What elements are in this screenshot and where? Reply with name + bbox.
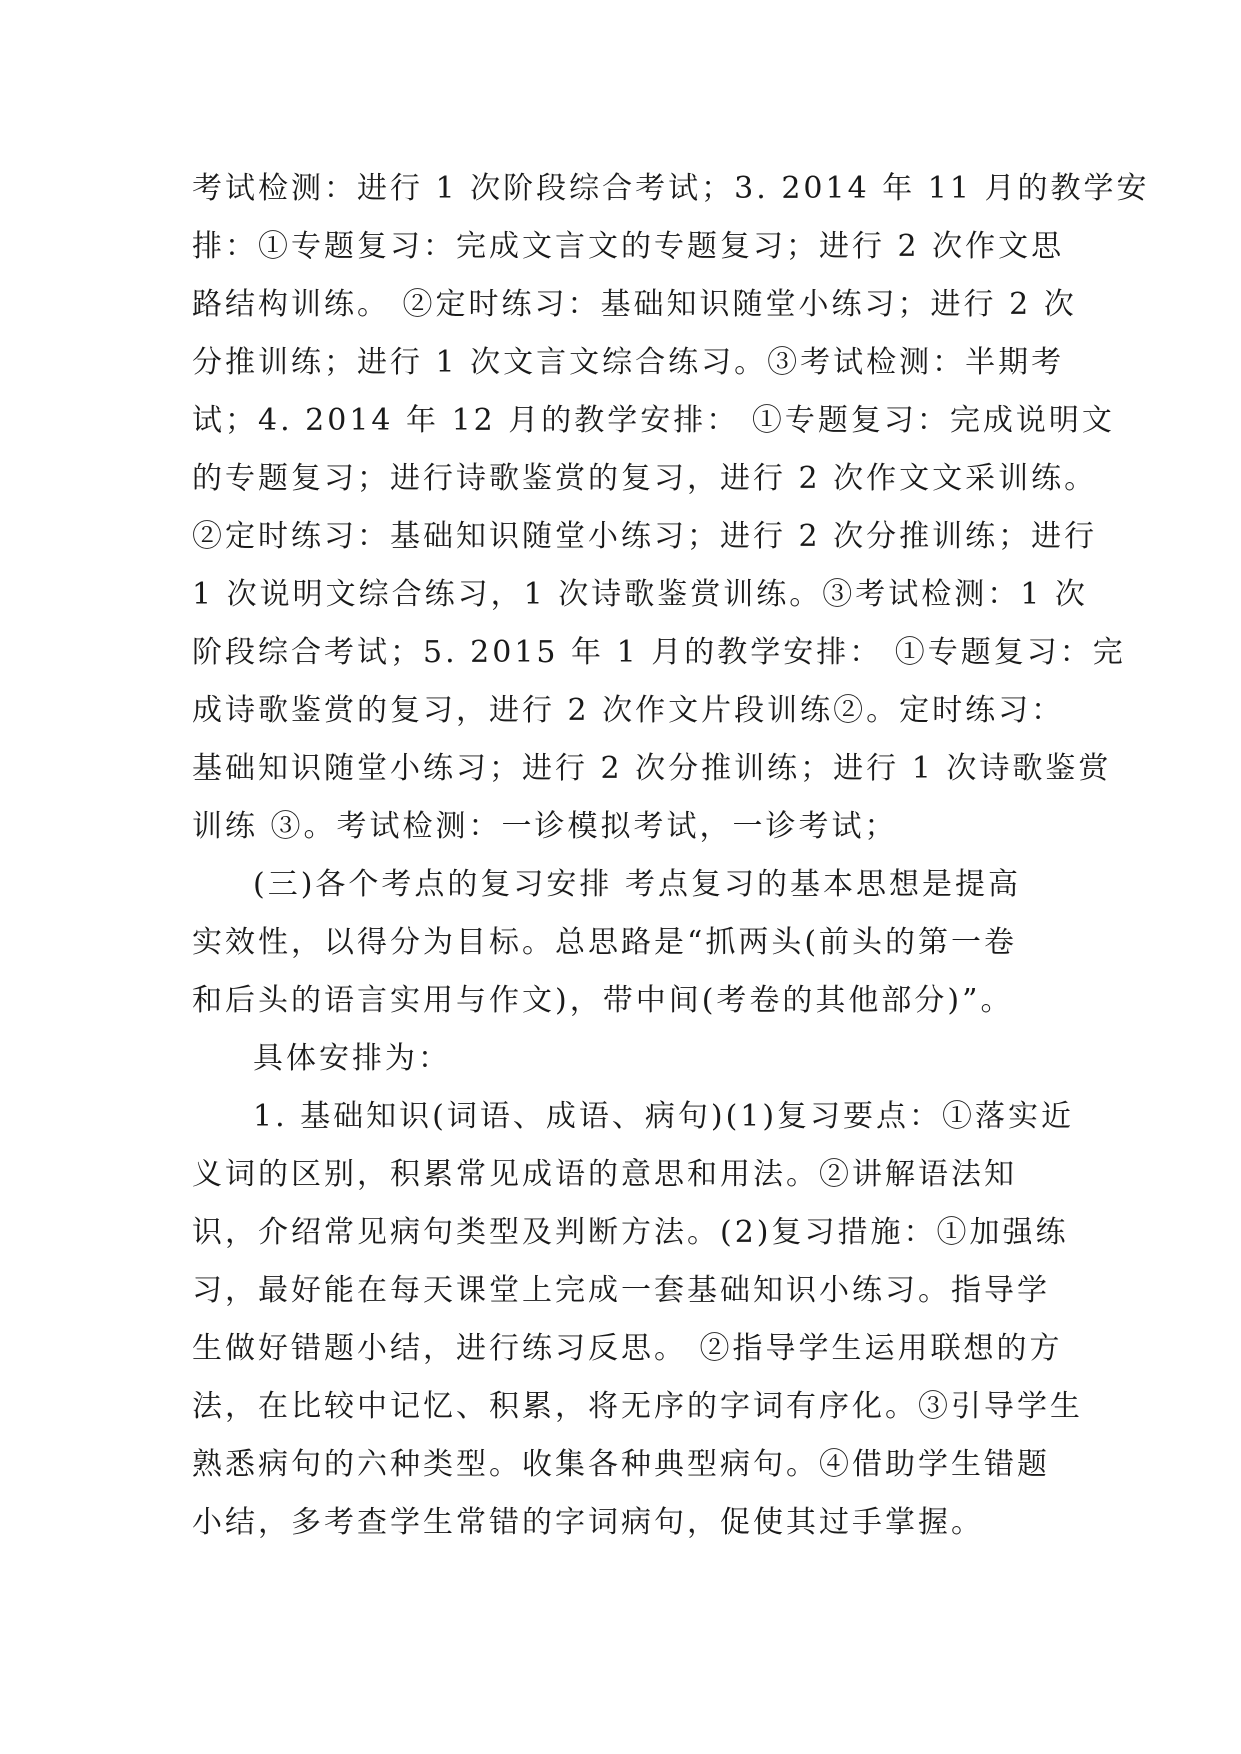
text-line: 义词的区别，积累常见成语的意思和用法。②讲解语法知	[192, 1157, 1017, 1192]
text-line: 排：①专题复习：完成文言文的专题复习；进行 2 次作文思	[192, 229, 1065, 264]
text-line: 法，在比较中记忆、积累，将无序的字词有序化。③引导学生	[192, 1389, 1083, 1424]
text-line: 实效性，以得分为目标。总思路是“抓两头(前头的第一卷	[192, 925, 1018, 960]
text-line: 熟悉病句的六种类型。收集各种典型病句。④借助学生错题	[192, 1447, 1050, 1482]
text-line: 识，介绍常见病句类型及判断方法。(2)复习措施：①加强练	[192, 1215, 1069, 1250]
text-line: 基础知识随堂小练习；进行 2 次分推训练；进行 1 次诗歌鉴赏	[192, 751, 1112, 786]
paragraph-start-line: 1. 基础知识(词语、成语、病句)(1)复习要点：①落实近	[253, 1099, 1075, 1134]
text-line: 习，最好能在每天课堂上完成一套基础知识小练习。指导学	[192, 1273, 1050, 1308]
text-line: 考试检测：进行 1 次阶段综合考试；3. 2014 年 11 月的教学安	[192, 171, 1150, 206]
text-line: 的专题复习；进行诗歌鉴赏的复习，进行 2 次作文文采训练。	[192, 461, 1098, 496]
text-line: 和后头的语言实用与作文)，带中间(考卷的其他部分)”。	[192, 983, 1014, 1018]
text-line: 路结构训练。 ②定时练习：基础知识随堂小练习；进行 2 次	[192, 287, 1077, 322]
text-line: ②定时练习：基础知识随堂小练习；进行 2 次分推训练；进行	[192, 519, 1098, 554]
text-line: 试；4. 2014 年 12 月的教学安排： ①专题复习：完成说明文	[192, 403, 1115, 438]
section-heading-line: (三)各个考点的复习安排 考点复习的基本思想是提高	[253, 867, 1021, 902]
text-line: 1 次说明文综合练习，1 次诗歌鉴赏训练。③考试检测：1 次	[192, 577, 1088, 612]
text-line: 成诗歌鉴赏的复习，进行 2 次作文片段训练②。定时练习：	[192, 693, 1065, 728]
text-line: 小结，多考查学生常错的字词病句，促使其过手掌握。	[192, 1505, 984, 1540]
text-line: 分推训练；进行 1 次文言文综合练习。③考试检测：半期考	[192, 345, 1065, 380]
text-line: 生做好错题小结，进行练习反思。 ②指导学生运用联想的方	[192, 1331, 1063, 1366]
text-line: 阶段综合考试；5. 2015 年 1 月的教学安排： ①专题复习：完	[192, 635, 1126, 670]
text-line: 训练 ③。考试检测：一诊模拟考试，一诊考试；	[192, 809, 898, 844]
paragraph-start-line: 具体安排为：	[253, 1041, 451, 1076]
